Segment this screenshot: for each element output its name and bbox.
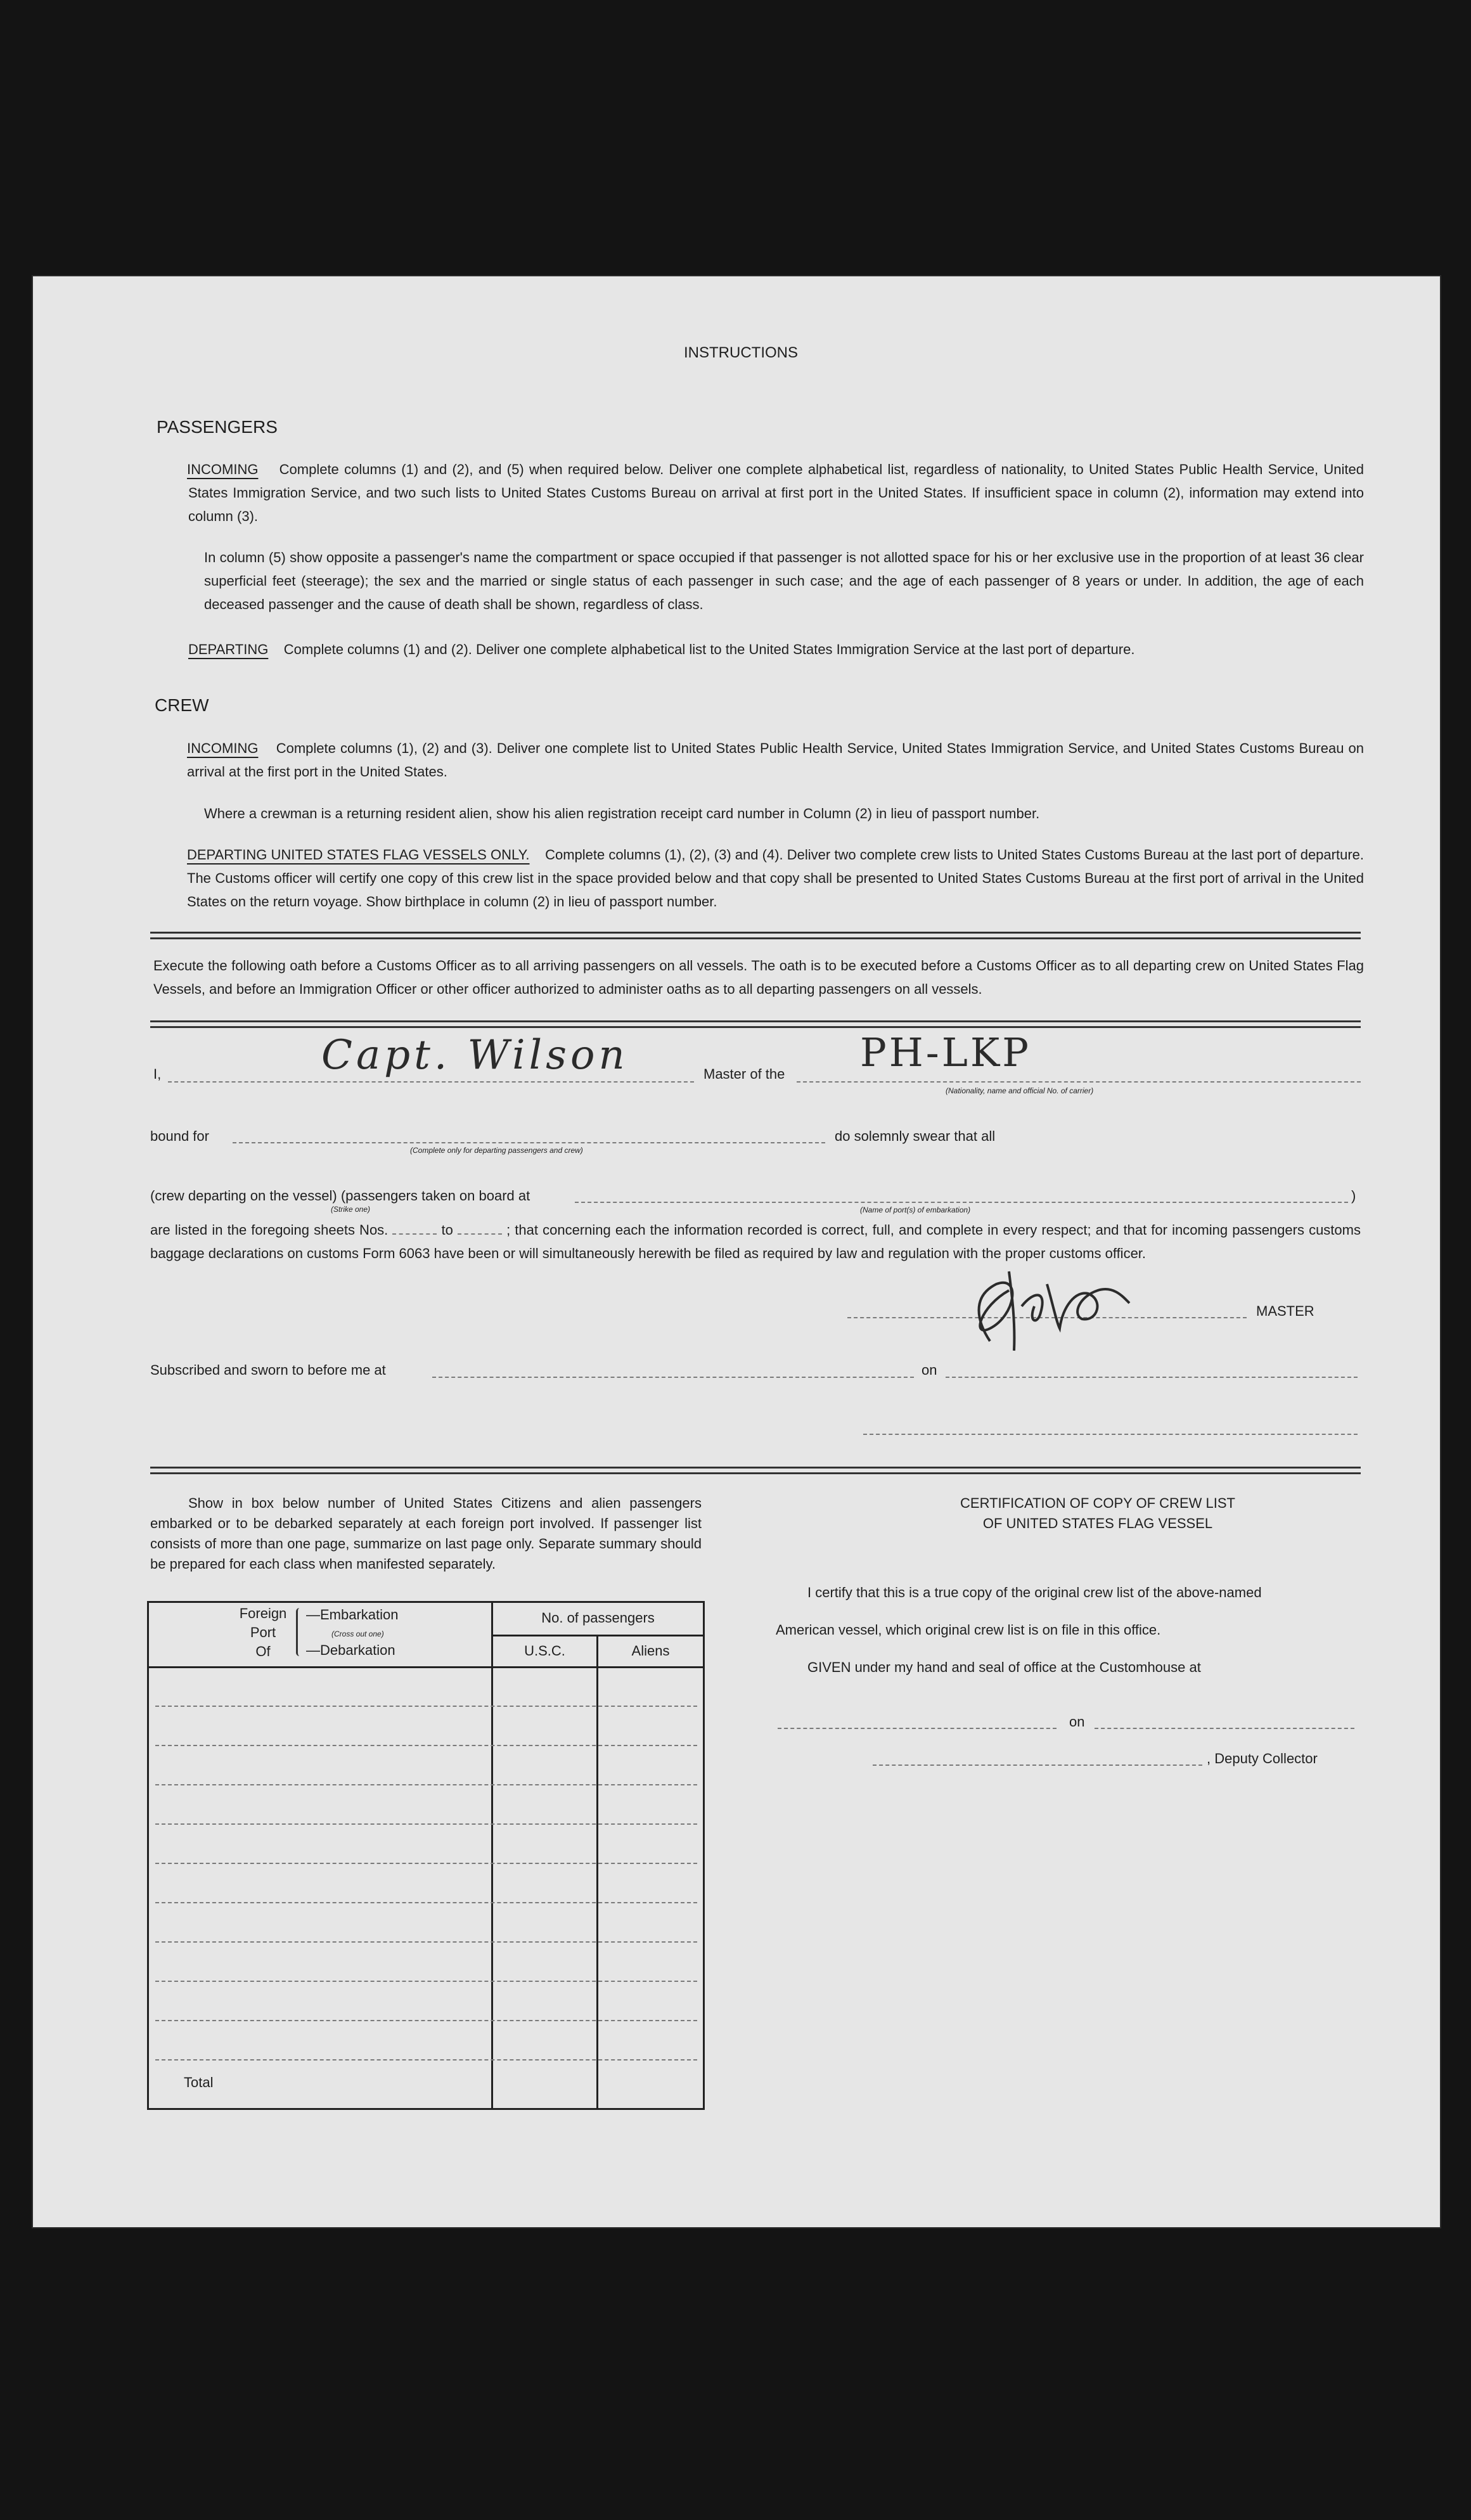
passengers-incoming-paragraph	[188, 458, 1364, 528]
vessel-caption: (Nationality, name and official No. of carrier)	[946, 1086, 1094, 1095]
to-text: to	[441, 1222, 453, 1238]
ports-line[interactable]	[575, 1202, 1348, 1203]
passengers-incoming-text: Complete columns (1) and (2), and (5) when required below. Deliver one complete alphabetical list, regardless of nationality, to United States Public Health Service, United States Immigration Service, and two such lists to United States Customs Bureau on arrival at first port in the United States. If insufficient space in column (2), information may extend into column (3).	[188, 461, 1364, 524]
crew-departing-text: (crew departing on the vessel) (passengers taken on board at	[150, 1188, 530, 1204]
certify-line-b: American vessel, which original crew list is on file in this office.	[776, 1622, 1161, 1638]
double-rule	[150, 1467, 1361, 1474]
table-row-line[interactable]	[155, 1902, 697, 1903]
passengers-heading: PASSENGERS	[157, 417, 278, 437]
strike-caption: (Strike one)	[331, 1205, 371, 1214]
passengers-departing-text: Complete columns (1) and (2). Deliver one complete alphabetical list to the United States Immigration Service at the last port of departure.	[283, 641, 1135, 657]
aliens-header: Aliens	[598, 1636, 703, 1668]
page-title: INSTRUCTIONS	[684, 344, 798, 361]
vessel-line[interactable]	[797, 1081, 1361, 1083]
bound-caption: (Complete only for departing passengers and crew)	[410, 1146, 583, 1155]
deputy-collector-label: , Deputy Collector	[1207, 1751, 1318, 1766]
crew-incoming-label: INCOMING	[187, 740, 259, 756]
table-row-line[interactable]	[155, 2059, 697, 2060]
port-label: Port	[250, 1624, 276, 1640]
sworn-on-label: on	[922, 1362, 937, 1378]
cross-out-caption: (Cross out one)	[331, 1630, 384, 1638]
certification-title-line1: CERTIFICATION OF COPY OF CREW LIST	[960, 1495, 1235, 1511]
double-rule	[150, 1020, 1361, 1028]
certification-title	[927, 1493, 1269, 1534]
table-row-line[interactable]	[155, 1823, 697, 1825]
master-of-label: Master of the	[703, 1066, 785, 1082]
swear-text: do solemnly swear that all	[835, 1128, 996, 1144]
certification-date-line[interactable]	[1095, 1728, 1354, 1729]
debarkation-option[interactable]: —Debarkation	[306, 1642, 395, 1658]
table-row-line[interactable]	[155, 1981, 697, 1982]
vessel-handwriting: PH-LKP	[860, 1029, 1031, 1076]
sworn-date-line[interactable]	[946, 1377, 1358, 1378]
of-label: Of	[255, 1643, 271, 1659]
crew-incoming-text: Complete columns (1), (2) and (3). Deliver one complete list to United States Public Health Service, United States Immigration Service, and United States Customs Bureau on arrival at the first port in the United States.	[187, 740, 1364, 780]
oath-i-label: I,	[153, 1066, 162, 1082]
oath-intro: Execute the following oath before a Customs Officer as to all arriving passengers on all vessels. The oath is to be executed before a Customs Officer as to all departing crew on United States Flag Vessels, and before an Immigration Officer or other officer authorized to administer oaths as to all departing passengers on all vessels.	[153, 958, 1364, 997]
embarkation-option[interactable]: —Embarkation	[306, 1607, 399, 1623]
passengers-column5-paragraph: In column (5) show opposite a passenger's name the compartment or space occupied if that passenger is not allotted space for his or her exclusive use in the proportion of at least 36 clear superficial feet (steerage); the sex and the married or single status of each passenger in such case; and the age of each passenger of 8 years or under. In addition, the age of each deceased passenger and the cause of death shall be shown, regardless of class.	[204, 550, 1364, 612]
crew-departing-paragraph	[187, 843, 1364, 913]
table-row-line[interactable]	[155, 2020, 697, 2021]
passenger-summary-table	[147, 1601, 705, 2110]
usc-header: U.S.C.	[493, 1636, 598, 1668]
customhouse-line[interactable]	[778, 1728, 1057, 1729]
ports-caption: (Name of port(s) of embarkation)	[860, 1205, 971, 1214]
column-divider	[596, 1666, 598, 2108]
passengers-departing-label: DEPARTING	[188, 641, 269, 657]
summary-intro: Show in box below number of United States Citizens and alien passengers embarked or to be debarked separately at each foreign port involved. If passenger list consists of more than one page, summarize on last page only. Separate summary should be prepared for each class when manifested separately.	[150, 1495, 702, 1572]
sworn-place-line[interactable]	[432, 1377, 914, 1378]
brace	[296, 1608, 303, 1656]
crew-departing-label: DEPARTING UNITED STATES FLAG VESSELS ONLY.	[187, 847, 530, 863]
total-label: Total	[184, 2074, 214, 2090]
crew-incoming-paragraph	[187, 736, 1364, 783]
table-row-line[interactable]	[155, 1745, 697, 1746]
no-of-passengers-header: No. of passengers	[493, 1603, 703, 1636]
sheet-from-line[interactable]	[392, 1233, 437, 1235]
foreign-label: Foreign	[239, 1605, 287, 1621]
table-row-line[interactable]	[155, 1706, 697, 1707]
subscribed-label: Subscribed and sworn to before me at	[150, 1362, 386, 1378]
bound-for-label: bound for	[150, 1128, 209, 1144]
master-signature	[952, 1246, 1161, 1360]
table-row-line[interactable]	[155, 1941, 697, 1943]
deputy-signature-line[interactable]	[873, 1765, 1202, 1766]
port-header-cell	[149, 1603, 493, 1668]
listed-text-b: ; that concerning each the information recorded is correct, full, and complete in every respect; and that for incoming passengers customs baggage declarations on customs Form 6063 have been or will simultaneously herewith be filed as required by law and regulation with the proper customs officer.	[150, 1222, 1361, 1261]
port-header-labels	[238, 1604, 288, 1661]
bound-for-line[interactable]	[233, 1142, 825, 1143]
crew-resident-paragraph: Where a crewman is a returning resident alien, show his alien registration receipt card number in Column (2) in lieu of passport number.	[204, 806, 1040, 821]
double-rule	[150, 932, 1361, 939]
passengers-incoming-label: INCOMING	[187, 461, 259, 477]
crew-departing-text: Complete columns (1), (2), (3) and (4). Deliver two complete crew lists to United States Customs Bureau at the last port of departure. The Customs officer will certify one copy of this crew list in the space provided below and that copy shall be presented to United States Customs Bureau at the first port of arrival in the United States on the return voyage. Show birthplace in column (2) in lieu of passport number.	[187, 847, 1364, 910]
listed-text-a: are listed in the foregoing sheets Nos.	[150, 1222, 389, 1238]
officer-signature-line[interactable]	[863, 1434, 1358, 1435]
listed-paragraph	[150, 1218, 1361, 1265]
table-row-line[interactable]	[155, 1784, 697, 1785]
certification-on-label: on	[1069, 1714, 1085, 1730]
certification-title-line2: OF UNITED STATES FLAG VESSEL	[982, 1515, 1213, 1531]
sheet-to-line[interactable]	[458, 1233, 502, 1235]
column-divider	[491, 1666, 493, 2108]
master-name-handwriting: Capt. Wilson	[321, 1032, 629, 1079]
certify-line-a: I certify that this is a true copy of the original crew list of the above-named	[807, 1585, 1262, 1600]
master-name-line[interactable]	[168, 1081, 694, 1083]
close-paren: )	[1351, 1188, 1356, 1204]
crew-heading: CREW	[155, 695, 209, 715]
document-page	[33, 276, 1440, 2227]
passengers-departing-paragraph	[188, 638, 1364, 661]
table-row-line[interactable]	[155, 1863, 697, 1864]
given-line: GIVEN under my hand and seal of office at the Customhouse at	[807, 1659, 1201, 1675]
master-label: MASTER	[1256, 1303, 1314, 1319]
